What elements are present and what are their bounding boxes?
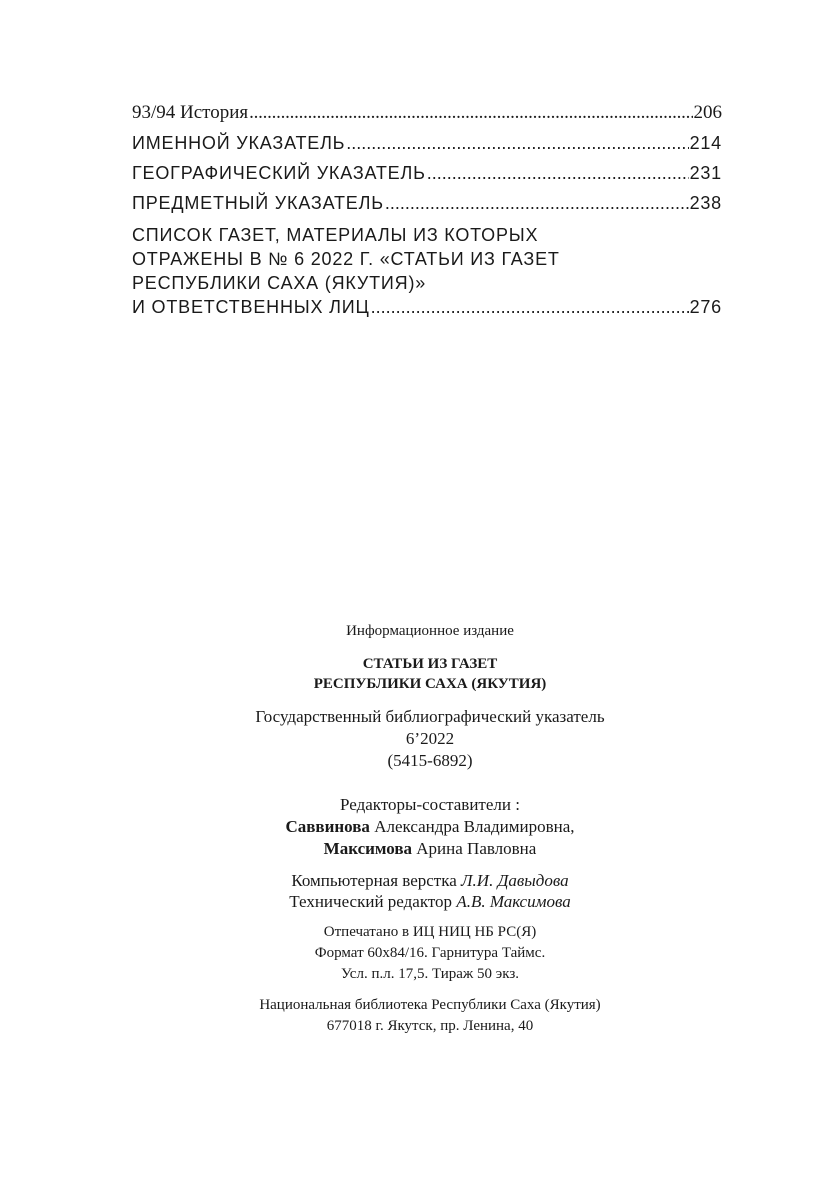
- editor-name: Арина Павловна: [412, 839, 537, 858]
- toc-leader-dots: [385, 188, 689, 218]
- toc-entry-line: ОТРАЖЕНЫ В № 6 2022 Г. «СТАТЬИ ИЗ ГАЗЕТ: [132, 249, 560, 269]
- toc-entry-title: ГЕОГРАФИЧЕСКИЙ УКАЗАТЕЛЬ: [132, 163, 426, 183]
- toc-entry-history[interactable]: [132, 98, 722, 128]
- editor-name: Александра Владимировна,: [369, 817, 575, 836]
- toc-entry-title: 93/94 История: [132, 102, 249, 123]
- publication-description: Государственный библиографический указатель: [255, 707, 605, 726]
- toc-entry-geo-index[interactable]: [132, 158, 722, 188]
- format-info: Формат 60х84/16. Гарнитура Таймс.: [314, 945, 546, 961]
- staff-credits: [0, 870, 839, 912]
- tech-editor-person: А.В. Максимова: [456, 892, 571, 911]
- toc-entry-title: ПРЕДМЕТНЫЙ УКАЗАТЕЛЬ: [132, 193, 384, 213]
- tech-editor-label: Технический редактор: [289, 892, 457, 911]
- layout-credit: [0, 870, 839, 891]
- layout-label: Компьютерная верстка: [291, 871, 462, 890]
- library-info: [0, 995, 839, 1037]
- editor-line: [0, 838, 839, 860]
- editor-surname: Максимова: [323, 839, 413, 858]
- toc-entry-last-line: [132, 295, 722, 319]
- library-name: Национальная библиотека Республики Саха (Якутия): [259, 997, 601, 1013]
- toc-entry-name-index[interactable]: [132, 128, 722, 158]
- toc-entry-line: РЕСПУБЛИКИ САХА (ЯКУТИЯ)»: [132, 273, 427, 293]
- sheets-info: Усл. п.л. 17,5. Тираж 50 экз.: [340, 966, 519, 982]
- publication-title: [0, 654, 839, 694]
- library-address: 677018 г. Якутск, пр. Ленина, 40: [326, 1018, 534, 1034]
- publication-title-line: СТАТЬИ ИЗ ГАЗЕТ: [362, 656, 498, 672]
- publication-range: (5415-6892): [387, 751, 473, 770]
- toc-leader-dots: [346, 128, 688, 158]
- publication-title-line: РЕСПУБЛИКИ САХА (ЯКУТИЯ): [313, 676, 547, 692]
- toc-entry-title: ИМЕННОЙ УКАЗАТЕЛЬ: [132, 133, 346, 153]
- toc-leader-dots: [249, 98, 692, 128]
- print-details: [0, 922, 839, 985]
- publication-issue: 6’2022: [405, 729, 455, 748]
- tech-editor-credit: [0, 891, 839, 912]
- toc-entry-page: 214: [689, 133, 722, 153]
- toc-leader-dots: [427, 158, 689, 188]
- toc-leader-dots: [371, 295, 689, 319]
- publication-kind: Информационное издание: [346, 623, 514, 639]
- toc-entry-page: 206: [693, 102, 722, 123]
- toc-entry-line: СПИСОК ГАЗЕТ, МАТЕРИАЛЫ ИЗ КОТОРЫХ: [132, 225, 539, 245]
- layout-person: Л.И. Давыдова: [461, 871, 569, 890]
- toc-entry-title: И ОТВЕТСТВЕННЫХ ЛИЦ: [132, 297, 370, 317]
- toc-entry-subject-index[interactable]: [132, 188, 722, 218]
- toc-entry-page: 276: [689, 297, 722, 317]
- editor-line: [0, 816, 839, 838]
- editors-label: Редакторы-составители :: [340, 795, 520, 814]
- imprint-block: [0, 620, 839, 1037]
- toc-entry-page: 238: [689, 193, 722, 213]
- printed-at: Отпечатано в ИЦ НИЦ НБ РС(Я): [323, 924, 537, 940]
- toc-entry-page: 231: [689, 163, 722, 183]
- toc-entry-newspaper-list[interactable]: [132, 223, 722, 319]
- table-of-contents: [132, 98, 722, 319]
- editor-surname: Саввинова: [285, 817, 370, 836]
